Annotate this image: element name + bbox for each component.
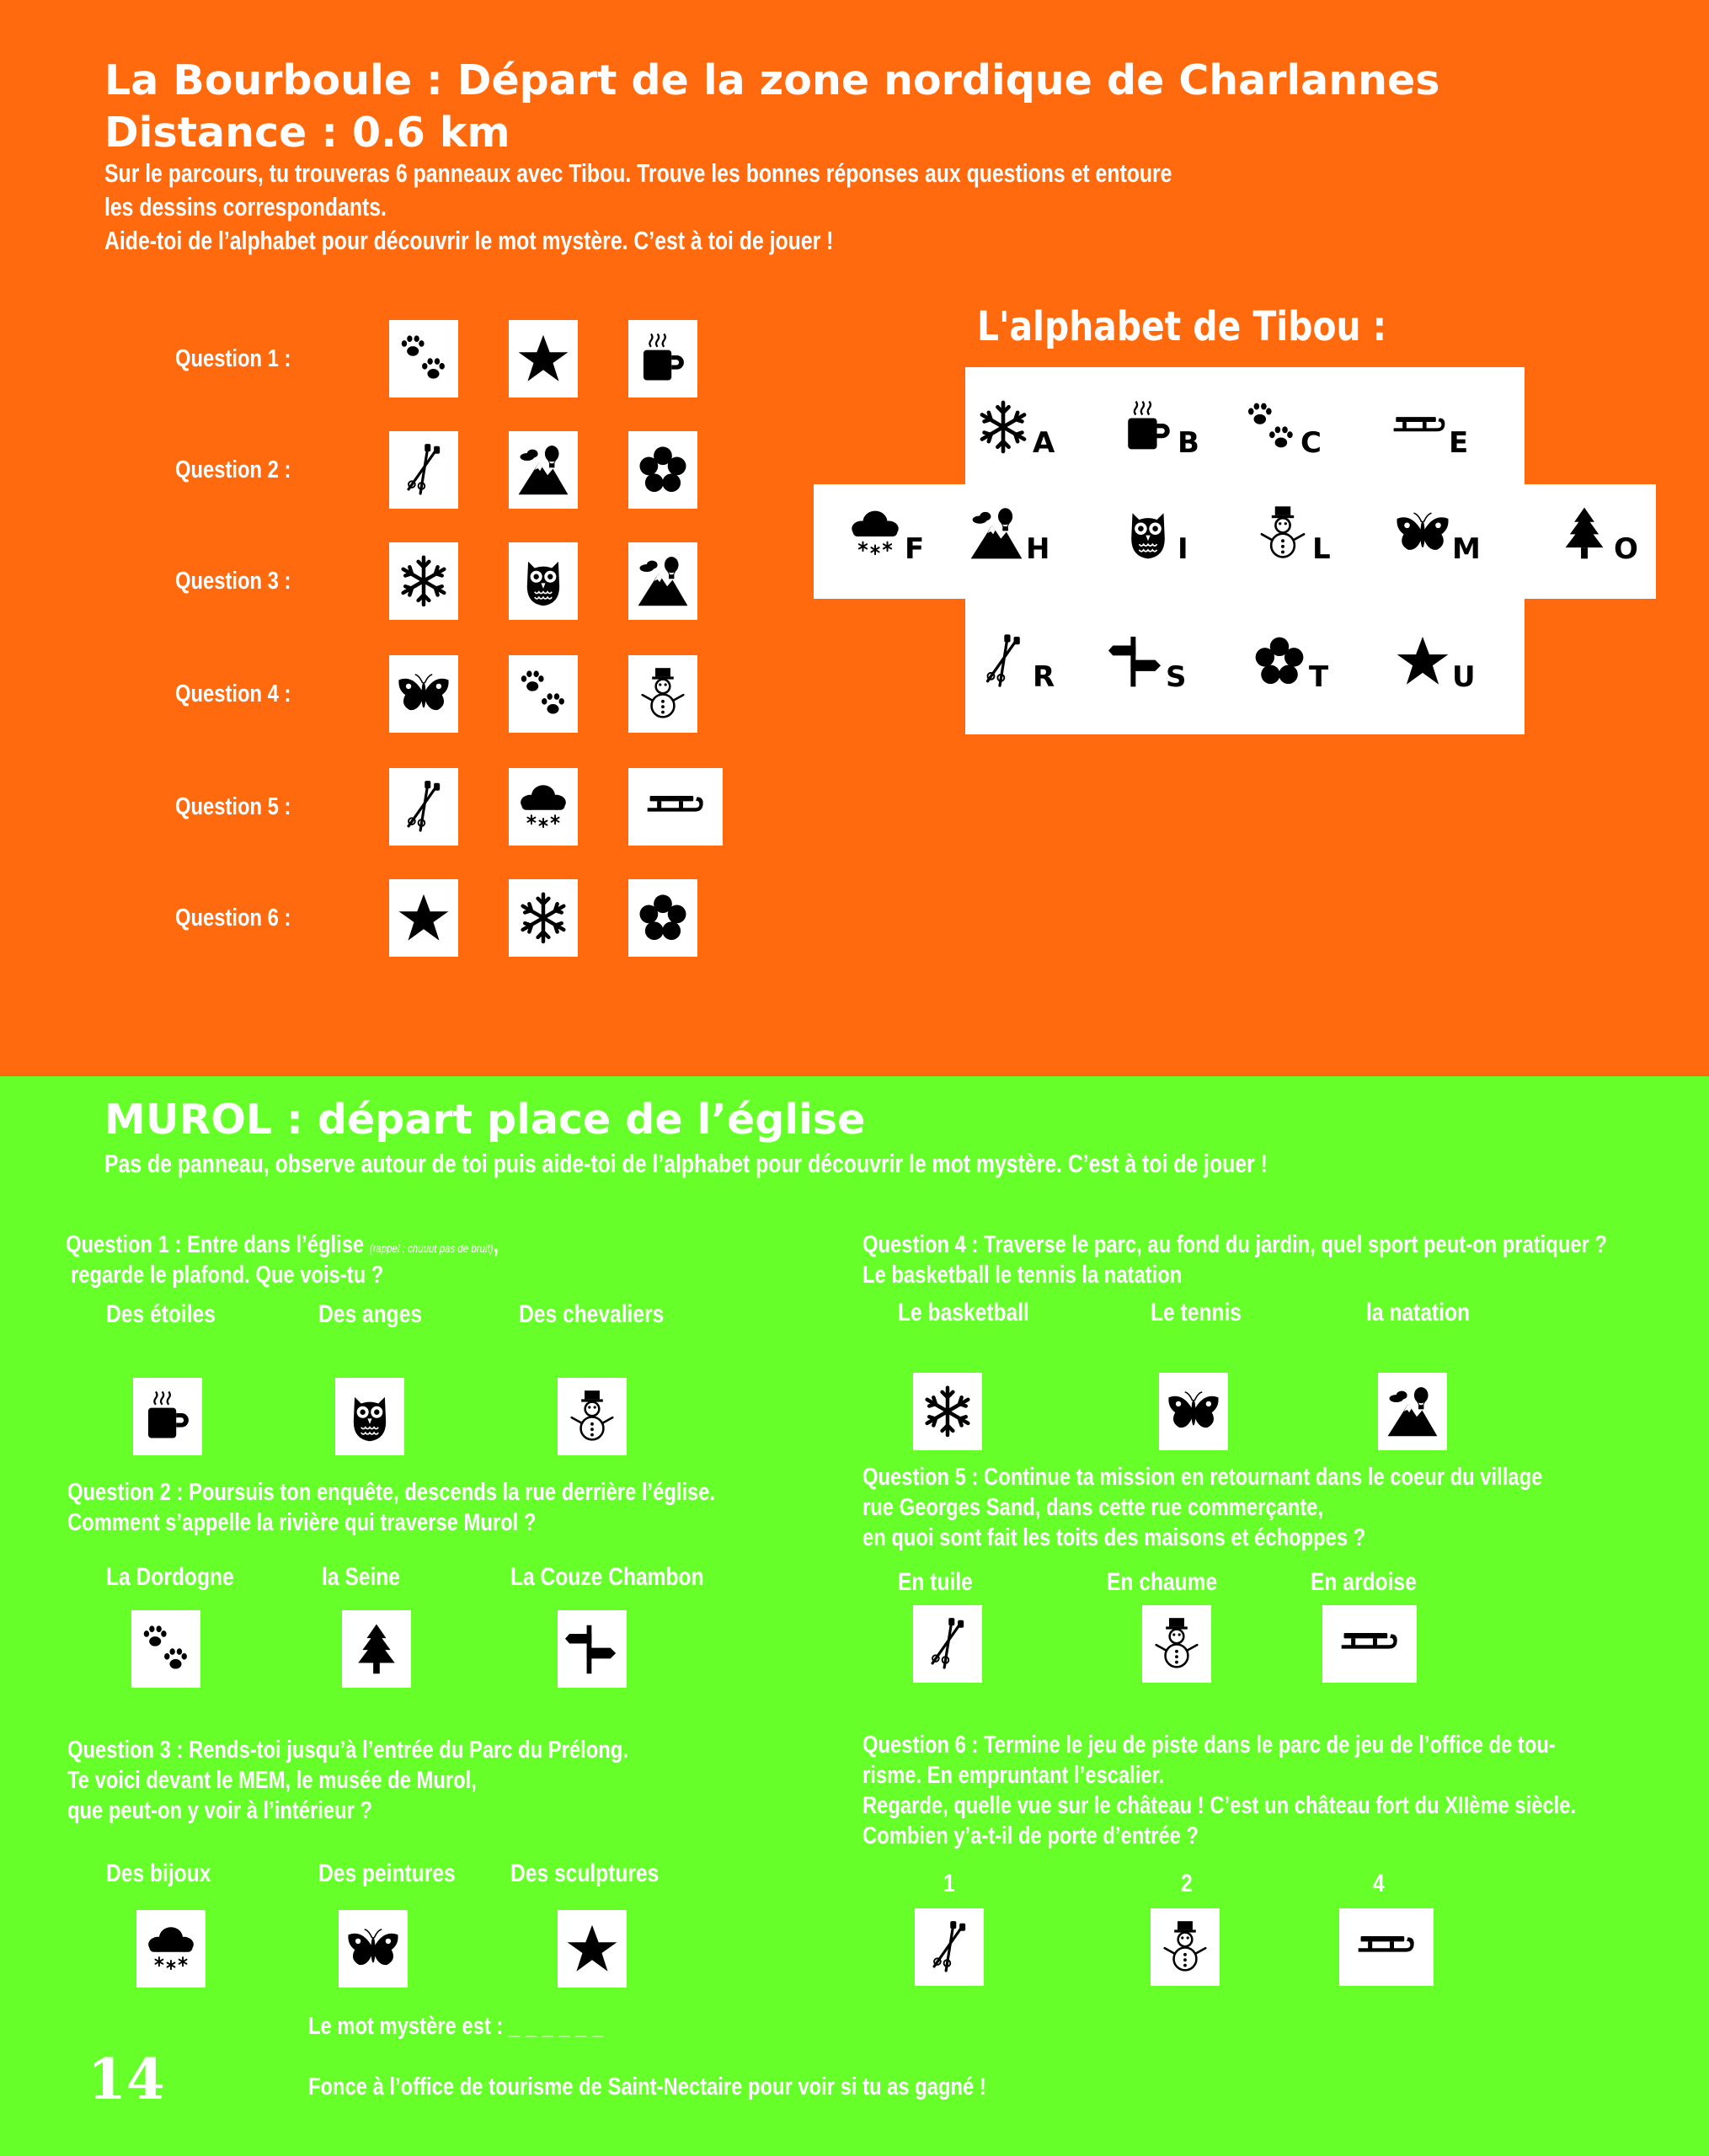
answer-tile[interactable]: [389, 879, 458, 957]
alphabet-item: [969, 505, 1050, 566]
alphabet-letter: B: [1178, 426, 1199, 460]
snowman-icon: [1255, 505, 1311, 561]
top-intro-line3: Aide-toi de l’alphabet pour découvrir le mot mystère. C’est à toi de jouer !: [104, 226, 834, 255]
option-label: En ardoise: [1311, 1568, 1417, 1596]
q1-line2: regarde le plafond. Que vois-tu ?: [71, 1262, 384, 1289]
ski-poles-icon: [922, 1917, 976, 1977]
alphabet-title: L'alphabet de Tibou :: [977, 303, 1387, 350]
bottom-intro: Pas de panneau, observe autour de toi puis aide-toi de l’alphabet pour découvrir le mot mystère. C’est à toi de jouer !: [104, 1149, 1268, 1178]
option-label: Le tennis: [1151, 1299, 1242, 1326]
answer-tile[interactable]: [628, 655, 697, 733]
sled-icon: [1349, 1917, 1423, 1977]
answer-tile[interactable]: [915, 1908, 984, 1986]
alphabet-item: [1108, 633, 1187, 694]
paw-icon: [139, 1619, 193, 1679]
answer-tile[interactable]: [1322, 1605, 1417, 1683]
top-title: La Bourboule : Départ de la zone nordique de Charlannes: [104, 56, 1440, 104]
top-distance: Distance : 0.6 km: [104, 109, 510, 157]
alphabet-letter: A: [1033, 426, 1055, 460]
option-label: La Dordogne: [106, 1563, 234, 1591]
answer-tile[interactable]: [558, 1610, 627, 1688]
butterfly-icon: [1167, 1381, 1220, 1442]
signpost-icon: [565, 1619, 619, 1679]
option-label: En chaume: [1107, 1568, 1218, 1596]
answer-tile[interactable]: [628, 542, 697, 620]
owl-icon: [343, 1386, 397, 1447]
q5-line1: Question 5 : Continue ta mission en retournant dans le coeur du village: [863, 1464, 1543, 1491]
snowman-icon: [565, 1386, 619, 1447]
alphabet-item: [975, 633, 1055, 694]
option-label: Des chevaliers: [519, 1300, 665, 1328]
butterfly-icon: [1395, 505, 1450, 561]
top-question-label: Question 6 :: [175, 905, 291, 931]
snowflake-icon: [975, 399, 1031, 455]
answer-tile[interactable]: [558, 1378, 627, 1455]
star-icon: [565, 1919, 619, 1979]
option-label: Des sculptures: [510, 1860, 660, 1887]
star-icon: [516, 328, 570, 389]
option-label: 2: [1181, 1870, 1193, 1897]
signpost-icon: [1108, 633, 1164, 689]
alphabet-item: [1395, 505, 1481, 566]
option-label: la Seine: [322, 1563, 400, 1591]
snowman-icon: [1158, 1917, 1212, 1977]
mountain-balloon-icon: [636, 551, 690, 611]
alphabet-letter: M: [1452, 532, 1481, 566]
bottom-panel: [0, 1076, 1709, 2156]
alphabet-letter: R: [1033, 660, 1055, 694]
alphabet-item: [1395, 633, 1476, 694]
answer-tile[interactable]: [628, 879, 697, 957]
owl-icon: [516, 551, 570, 611]
option-label: la natation: [1366, 1299, 1471, 1326]
alphabet-item: [1243, 399, 1322, 460]
answer-tile[interactable]: [389, 542, 458, 620]
q3-line3: que peut-on y voir à l’intérieur ?: [67, 1797, 373, 1824]
alphabet-letter: L: [1312, 532, 1331, 566]
answer-tile[interactable]: [509, 879, 578, 957]
alphabet-item: [1120, 505, 1188, 566]
flower-icon: [1252, 633, 1307, 689]
answer-tile[interactable]: [1159, 1373, 1228, 1450]
alphabet-letter: I: [1178, 532, 1188, 566]
top-intro-line2: les dessins correspondants.: [104, 192, 387, 221]
ski-poles-icon: [397, 440, 451, 500]
footer-text: Fonce à l’office de tourisme de Saint-Nectaire pour voir si tu as gagné !: [308, 2073, 986, 2100]
q1-comma: ,: [493, 1231, 499, 1258]
alphabet-letter: F: [905, 532, 925, 566]
answer-tile[interactable]: [558, 1910, 627, 1988]
star-icon: [397, 888, 451, 948]
top-question-label: Question 2 :: [175, 456, 291, 483]
option-label: Des anges: [318, 1300, 423, 1328]
snowman-icon: [636, 664, 690, 724]
owl-icon: [1120, 505, 1176, 561]
mug-icon: [141, 1386, 195, 1447]
answer-tile[interactable]: [389, 431, 458, 509]
answer-tile[interactable]: [339, 1910, 408, 1988]
mug-icon: [636, 328, 690, 389]
q4-line1: Question 4 : Traverse le parc, au fond du jardin, quel sport peut-on pratiquer ?: [863, 1231, 1607, 1258]
ski-poles-icon: [921, 1614, 975, 1674]
q6-line2: risme. En empruntant l’escalier.: [863, 1762, 1165, 1789]
option-label: 4: [1373, 1870, 1385, 1897]
alphabet-letter: U: [1452, 660, 1476, 694]
answer-tile[interactable]: [913, 1373, 982, 1450]
top-question-label: Question 1 :: [175, 345, 291, 372]
alphabet-item: [847, 505, 925, 566]
answer-tile[interactable]: [335, 1378, 404, 1455]
mystery-word: Le mot mystère est : _ _ _ _ _ _: [308, 2013, 604, 2040]
answer-tile[interactable]: [509, 655, 578, 733]
q6-line4: Combien y’a-t-il de porte d’entrée ?: [863, 1822, 1199, 1849]
q3-line2: Te voici devant le MEM, le musée de Murol,: [67, 1767, 477, 1794]
ski-poles-icon: [397, 776, 451, 837]
top-question-label: Question 4 :: [175, 680, 291, 707]
alphabet-letter: O: [1614, 532, 1638, 566]
snowflake-icon: [516, 888, 570, 948]
answer-tile[interactable]: [509, 320, 578, 398]
option-label: Des peintures: [318, 1860, 456, 1887]
butterfly-icon: [346, 1919, 400, 1979]
q1-line1: [66, 1231, 499, 1259]
option-label: 1: [943, 1870, 955, 1897]
answer-tile[interactable]: [628, 768, 723, 846]
sled-icon: [638, 776, 712, 837]
paw-icon: [516, 664, 570, 724]
option-label: Des bijoux: [106, 1860, 211, 1887]
top-panel: [0, 0, 1709, 1076]
q5-line2: rue Georges Sand, dans cette rue commerçante,: [863, 1494, 1324, 1521]
tree-icon: [350, 1619, 403, 1679]
paw-icon: [397, 328, 451, 389]
option-label: Des étoiles: [106, 1300, 216, 1328]
alphabet-item: [1557, 505, 1638, 566]
answer-tile[interactable]: [913, 1605, 982, 1683]
tree-icon: [1557, 505, 1612, 561]
q4-line2: Le basketball le tennis la natation: [863, 1262, 1183, 1289]
q6-line1: Question 6 : Termine le jeu de piste dans le parc de jeu de l’office de tou-: [863, 1732, 1556, 1758]
answer-tile[interactable]: [1339, 1908, 1434, 1986]
option-label: La Couze Chambon: [510, 1563, 704, 1591]
answer-tile[interactable]: [509, 431, 578, 509]
sled-icon: [1332, 1614, 1406, 1674]
alphabet-item: [1120, 399, 1199, 460]
snowflake-icon: [397, 551, 451, 611]
ski-poles-icon: [975, 633, 1031, 689]
alphabet-letter: C: [1300, 426, 1322, 460]
answer-tile[interactable]: [389, 768, 458, 846]
q3-line1: Question 3 : Rends-toi jusqu’à l’entrée du Parc du Prélong.: [67, 1737, 628, 1764]
star-icon: [1395, 633, 1450, 689]
answer-tile[interactable]: [131, 1610, 200, 1688]
alphabet-item: [1391, 399, 1469, 460]
snow-cloud-icon: [516, 776, 570, 837]
snow-cloud-icon: [144, 1919, 198, 1979]
mug-icon: [1120, 399, 1176, 455]
q2-line1: Question 2 : Poursuis ton enquête, descends la rue derrière l’église.: [67, 1479, 716, 1506]
bottom-title: MUROL : départ place de l’église: [104, 1096, 866, 1144]
option-label: En tuile: [898, 1568, 973, 1596]
flower-icon: [636, 888, 690, 948]
page-number: 14: [88, 2047, 165, 2112]
snowflake-icon: [921, 1381, 975, 1442]
paw-icon: [1243, 399, 1299, 455]
answer-tile[interactable]: [1378, 1373, 1447, 1450]
q1-text: Question 1 : Entre dans l’église: [66, 1231, 365, 1258]
answer-tile[interactable]: [509, 768, 578, 846]
alphabet-letter: E: [1449, 426, 1469, 460]
sled-icon: [1391, 399, 1447, 455]
alphabet-box-wide: [814, 484, 1656, 599]
alphabet-letter: S: [1166, 660, 1187, 694]
alphabet-item: [1255, 505, 1331, 566]
alphabet-letter: H: [1026, 532, 1050, 566]
answer-tile[interactable]: [342, 1610, 411, 1688]
top-intro-line1: Sur le parcours, tu trouveras 6 panneaux avec Tibou. Trouve les bonnes réponses aux questions et entoure: [104, 158, 1172, 188]
alphabet-item: [975, 399, 1055, 460]
q6-line3: Regarde, quelle vue sur le château ! C’est un château fort du XIIème siècle.: [863, 1792, 1577, 1819]
mountain-balloon-icon: [516, 440, 570, 500]
answer-tile[interactable]: [628, 320, 697, 398]
top-question-label: Question 3 :: [175, 568, 291, 595]
alphabet-item: [1252, 633, 1329, 694]
mountain-balloon-icon: [1386, 1381, 1439, 1442]
mountain-balloon-icon: [969, 505, 1024, 561]
answer-tile[interactable]: [136, 1910, 206, 1988]
answer-tile[interactable]: [1142, 1605, 1211, 1683]
flower-icon: [636, 440, 690, 500]
answer-tile[interactable]: [1151, 1908, 1220, 1986]
snow-cloud-icon: [847, 505, 903, 561]
answer-tile[interactable]: [389, 320, 458, 398]
alphabet-letter: T: [1309, 660, 1329, 694]
butterfly-icon: [397, 664, 451, 724]
snowman-icon: [1150, 1614, 1204, 1674]
option-label: Le basketball: [898, 1299, 1029, 1326]
answer-tile[interactable]: [628, 431, 697, 509]
answer-tile[interactable]: [133, 1378, 202, 1455]
q2-line2: Comment s’appelle la rivière qui traverse Murol ?: [67, 1509, 537, 1536]
answer-tile[interactable]: [389, 655, 458, 733]
q5-line3: en quoi sont fait les toits des maisons et échoppes ?: [863, 1524, 1366, 1551]
answer-tile[interactable]: [509, 542, 578, 620]
q1-note: (rappel : chuuut pas de bruit): [369, 1241, 494, 1255]
top-question-label: Question 5 :: [175, 793, 291, 820]
